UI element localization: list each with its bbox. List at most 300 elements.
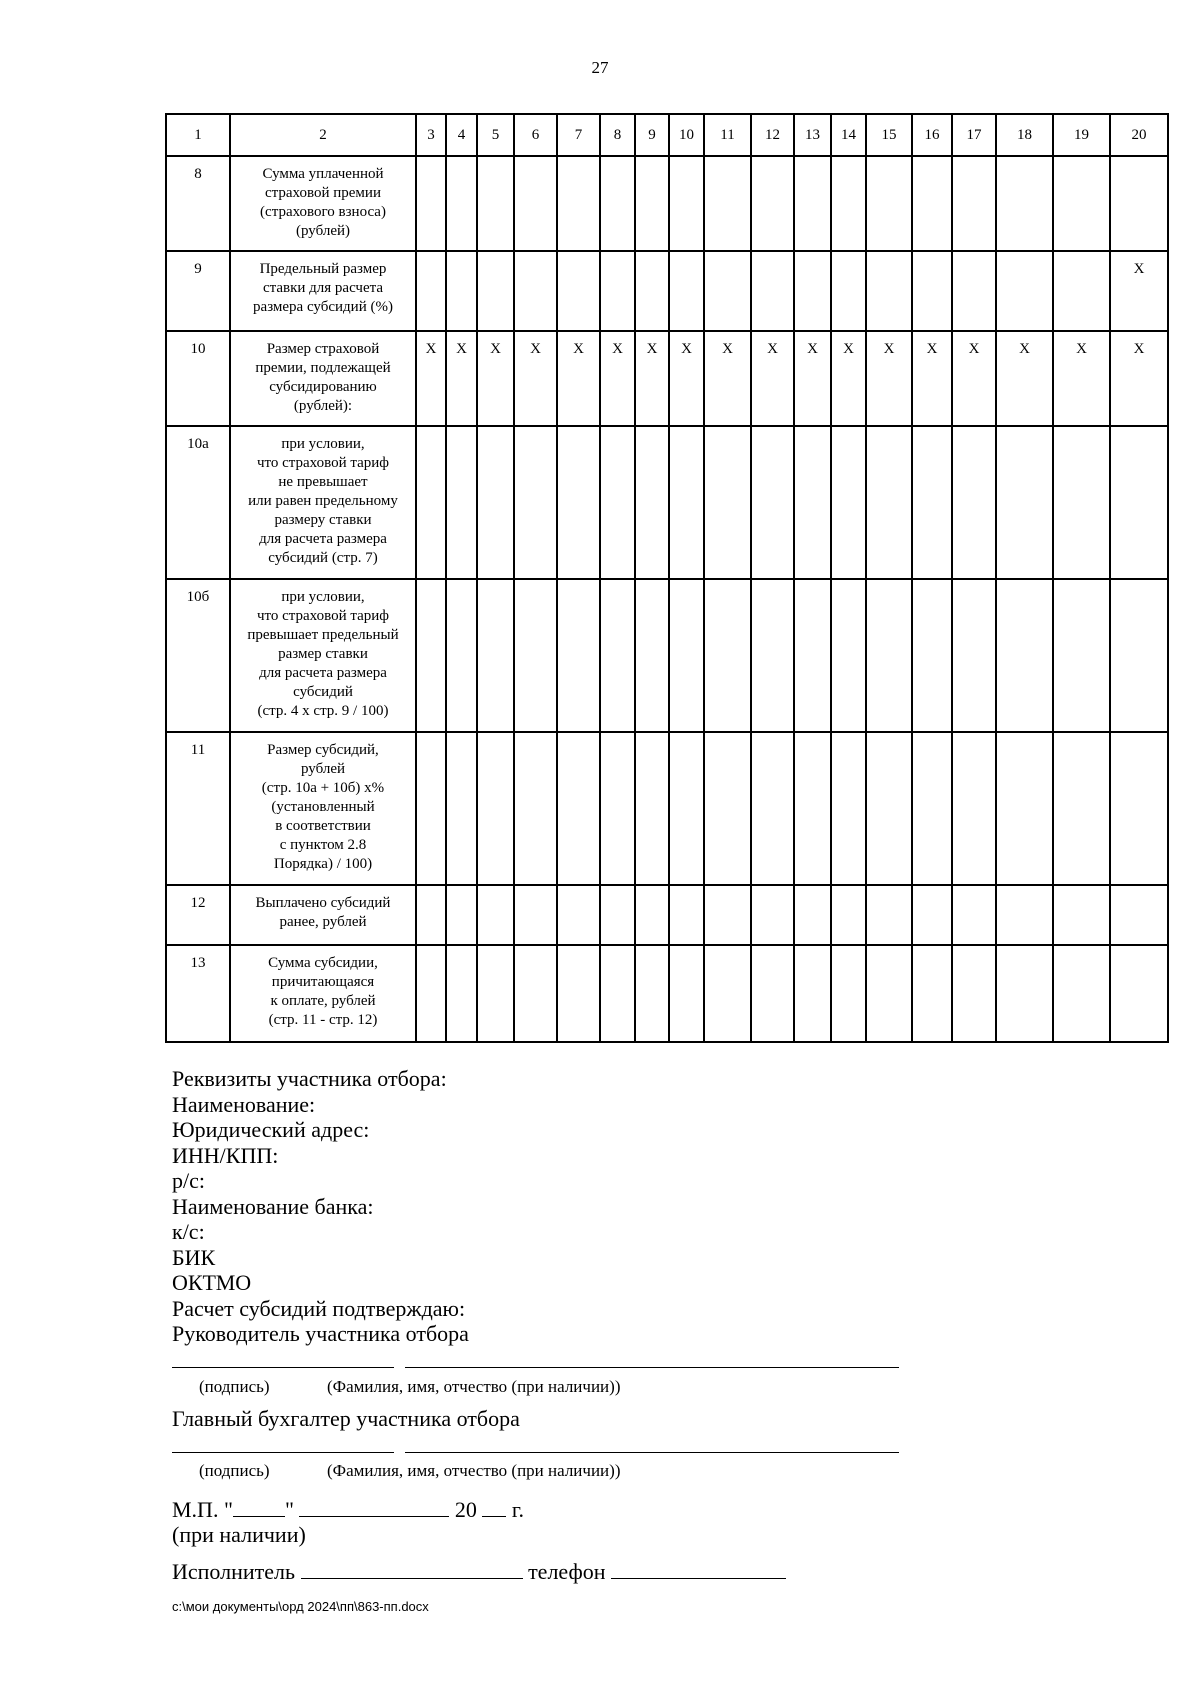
cell-value (752, 733, 793, 741)
table-cell[interactable] (514, 945, 557, 1042)
table-row (166, 156, 1168, 251)
cell-value (997, 252, 1052, 260)
table-cell[interactable] (557, 579, 600, 732)
table-cell[interactable] (416, 732, 446, 885)
table-cell[interactable] (477, 331, 514, 426)
cell-value (832, 252, 865, 260)
cell-value (953, 427, 995, 435)
table-cell[interactable] (1110, 426, 1168, 579)
table-cell[interactable] (912, 885, 952, 945)
cell-value (478, 157, 513, 165)
cell-value (1111, 733, 1167, 741)
table-cell[interactable] (751, 945, 794, 1042)
cell-value (795, 733, 830, 741)
cell-value (515, 252, 556, 260)
table-cell[interactable] (952, 579, 996, 732)
table-cell[interactable] (514, 732, 557, 885)
table-cell[interactable] (1110, 732, 1168, 885)
cell-value (670, 580, 703, 588)
header-cell: 8 (600, 114, 635, 156)
cell-value (913, 886, 951, 894)
header-cell: 16 (912, 114, 952, 156)
cell-value: X (425, 341, 437, 357)
detail-line: Реквизиты участника отбора: (172, 1066, 447, 1091)
row-number-cell (166, 885, 230, 945)
table-cell[interactable] (1110, 945, 1168, 1042)
phone-label: телефон (528, 1559, 606, 1584)
table-cell[interactable] (996, 331, 1053, 426)
detail-line: Руководитель участника отбора (172, 1321, 469, 1346)
cell-value (558, 252, 599, 260)
table-cell[interactable] (831, 156, 866, 251)
table-cell[interactable] (635, 732, 669, 885)
cell-value (447, 427, 476, 435)
table-cell[interactable] (952, 945, 996, 1042)
cell-value (705, 427, 750, 435)
header-cell: 17 (952, 114, 996, 156)
row-label: Выплачено субсидий ранее, рублей (255, 895, 391, 930)
cell-value (558, 886, 599, 894)
accountant-signature-line[interactable] (172, 1452, 394, 1453)
table-cell[interactable] (751, 251, 794, 331)
table-cell[interactable] (751, 579, 794, 732)
table-cell[interactable] (952, 251, 996, 331)
table-cell[interactable] (1110, 156, 1168, 251)
cell-value (478, 946, 513, 954)
cell-value (832, 946, 865, 954)
cell-value (1111, 580, 1167, 588)
table-cell[interactable] (477, 945, 514, 1042)
cell-value (953, 252, 995, 260)
table-cell[interactable] (751, 732, 794, 885)
table-cell[interactable] (635, 579, 669, 732)
cell-value: X (646, 341, 658, 357)
cell-value (752, 946, 793, 954)
year-field[interactable] (482, 1496, 506, 1517)
cell-value (417, 580, 445, 588)
table-cell[interactable] (912, 579, 952, 732)
cell-value (752, 157, 793, 165)
table-cell[interactable] (831, 426, 866, 579)
table-cell[interactable] (1110, 579, 1168, 732)
table-cell[interactable] (912, 331, 952, 426)
header-cell: 4 (446, 114, 477, 156)
table-cell[interactable] (831, 579, 866, 732)
cell-value (447, 157, 476, 165)
table-cell[interactable] (416, 156, 446, 251)
table-cell[interactable] (794, 885, 831, 945)
table-cell[interactable] (600, 426, 635, 579)
cell-value: X (722, 341, 733, 357)
executor-label: Исполнитель (172, 1559, 296, 1584)
cell-value (953, 886, 995, 894)
page-number: 27 (591, 58, 609, 77)
table-cell[interactable] (557, 426, 600, 579)
header-cell: 11 (704, 114, 751, 156)
table-cell[interactable] (446, 579, 477, 732)
table-cell[interactable] (996, 945, 1053, 1042)
cell-value (795, 157, 830, 165)
table-cell[interactable] (1053, 251, 1110, 331)
cell-value (558, 427, 599, 435)
table-cell[interactable] (1110, 885, 1168, 945)
cell-value (913, 427, 951, 435)
cell-value (601, 946, 634, 954)
cell-value (997, 946, 1052, 954)
table-cell[interactable] (1053, 732, 1110, 885)
cell-value (913, 580, 951, 588)
file-path: c:\мои документы\орд 2024\пп\863-пп.docx (172, 1599, 429, 1614)
table-cell[interactable] (1110, 331, 1168, 426)
cell-value (478, 252, 513, 260)
table-row (166, 331, 1168, 426)
cell-value (417, 252, 445, 260)
cell-value (636, 157, 668, 165)
row-number: 8 (194, 166, 202, 182)
cell-value (515, 886, 556, 894)
table-cell[interactable] (1053, 426, 1110, 579)
detail-line: Расчет субсидий подтверждаю: (172, 1295, 466, 1321)
table-cell[interactable] (912, 945, 952, 1042)
cell-value (447, 252, 476, 260)
cell-value (953, 580, 995, 588)
table-cell[interactable] (1053, 945, 1110, 1042)
table-cell[interactable] (831, 732, 866, 885)
row-label-cell (230, 251, 416, 331)
table-cell[interactable] (514, 426, 557, 579)
table-cell[interactable] (1053, 885, 1110, 945)
cell-value (601, 733, 634, 741)
table-cell[interactable] (952, 885, 996, 945)
cell-value (997, 580, 1052, 588)
table-cell[interactable] (996, 732, 1053, 885)
table-cell[interactable] (446, 885, 477, 945)
table-cell[interactable] (635, 251, 669, 331)
table-cell[interactable] (557, 885, 600, 945)
table-row (166, 885, 1168, 945)
table-cell[interactable] (669, 732, 704, 885)
table-cell[interactable] (477, 426, 514, 579)
cell-value (913, 252, 951, 260)
cell-value (601, 580, 634, 588)
table-header-row (166, 114, 1168, 156)
table-cell[interactable] (557, 331, 600, 426)
cell-value (417, 886, 445, 894)
table-cell[interactable] (996, 156, 1053, 251)
table-cell[interactable] (912, 251, 952, 331)
stamp-date-line (172, 1496, 524, 1523)
cell-value (867, 252, 911, 260)
table-cell[interactable] (996, 885, 1053, 945)
accountant-name-line[interactable] (405, 1452, 899, 1453)
cell-value (705, 946, 750, 954)
table-cell[interactable] (704, 579, 751, 732)
cell-value: X (681, 341, 692, 357)
cell-value (1111, 427, 1167, 435)
detail-line: ИНН/КПП: (172, 1142, 279, 1168)
table-cell[interactable] (866, 426, 912, 579)
cell-value (913, 946, 951, 954)
header-cell: 12 (751, 114, 794, 156)
table-cell[interactable] (866, 251, 912, 331)
row-number-cell (166, 732, 230, 885)
cell-value (636, 946, 668, 954)
executor-field[interactable] (301, 1558, 523, 1579)
cell-value (1111, 946, 1167, 954)
cell-value: X (573, 341, 584, 357)
table-cell[interactable] (635, 885, 669, 945)
row-number: 10б (186, 589, 210, 605)
table-cell[interactable] (704, 426, 751, 579)
cell-value (1054, 157, 1109, 165)
row-number-cell (166, 251, 230, 331)
cell-value (867, 580, 911, 588)
table-cell[interactable] (477, 732, 514, 885)
cell-value (636, 427, 668, 435)
head-name-line[interactable] (405, 1367, 899, 1368)
table-cell[interactable] (866, 885, 912, 945)
row-label: при условии, что страховой тариф не превышает или равен предельному размеру ставки для расчета размера субсидий (стр. 7) (248, 436, 398, 566)
table-cell[interactable] (635, 331, 669, 426)
table-cell[interactable] (669, 156, 704, 251)
table-cell[interactable] (557, 945, 600, 1042)
table-cell[interactable] (446, 156, 477, 251)
table-cell[interactable] (669, 251, 704, 331)
detail-line: Юридический адрес: (172, 1117, 370, 1142)
cell-value (558, 157, 599, 165)
row-label: Размер субсидий, рублей (стр. 10а + 10б) x% (установленный в соответствии с пунктом 2.8 Порядка) / 100) (261, 742, 385, 872)
table-cell[interactable] (635, 426, 669, 579)
cell-value (636, 580, 668, 588)
table-cell[interactable] (669, 945, 704, 1042)
table-cell[interactable] (751, 885, 794, 945)
stamp-note: (при наличии) (172, 1522, 306, 1547)
table-cell[interactable] (831, 945, 866, 1042)
table-cell[interactable] (866, 732, 912, 885)
header-cell: 3 (416, 114, 446, 156)
day-field[interactable] (233, 1496, 285, 1517)
table-cell[interactable] (794, 251, 831, 331)
cell-value (601, 427, 634, 435)
table-cell[interactable] (1053, 579, 1110, 732)
table-cell[interactable] (794, 579, 831, 732)
detail-line: БИК (172, 1244, 216, 1270)
table-cell[interactable] (704, 331, 751, 426)
cell-value (478, 580, 513, 588)
table-cell[interactable] (704, 945, 751, 1042)
table-cell[interactable] (446, 945, 477, 1042)
cell-value: X (843, 341, 854, 357)
table-cell[interactable] (866, 945, 912, 1042)
table-cell[interactable] (952, 732, 996, 885)
table-cell[interactable] (600, 331, 635, 426)
table-cell[interactable] (446, 331, 477, 426)
cell-value (752, 886, 793, 894)
header-cell: 15 (866, 114, 912, 156)
accountant-name-caption: (Фамилия, имя, отчество (при наличии)) (327, 1461, 621, 1480)
table-cell[interactable] (416, 426, 446, 579)
cell-value (670, 252, 703, 260)
table-cell[interactable] (514, 579, 557, 732)
table-cell[interactable] (557, 156, 600, 251)
header-cell: 6 (514, 114, 557, 156)
table-cell[interactable] (514, 156, 557, 251)
table-cell[interactable] (477, 885, 514, 945)
row-label-cell (230, 426, 416, 579)
table-cell[interactable] (514, 885, 557, 945)
cell-value: X (530, 341, 541, 357)
table-cell[interactable] (704, 251, 751, 331)
head-signature-line[interactable] (172, 1367, 394, 1368)
cell-value (447, 946, 476, 954)
row-label: Сумма уплаченной страховой премии (страхового взноса) (рублей) (260, 166, 386, 239)
table-cell[interactable] (514, 251, 557, 331)
cell-value (867, 157, 911, 165)
table-cell[interactable] (514, 331, 557, 426)
table-cell[interactable] (477, 251, 514, 331)
row-number-cell (166, 426, 230, 579)
header-cell: 7 (557, 114, 600, 156)
table-cell[interactable] (600, 945, 635, 1042)
header-cell: 20 (1110, 114, 1168, 156)
accountant-signature-caption: (подпись) (199, 1461, 270, 1480)
cell-value: X (612, 341, 623, 357)
cell-value (636, 886, 668, 894)
table-cell[interactable] (669, 579, 704, 732)
table-cell[interactable] (600, 732, 635, 885)
cell-value (601, 157, 634, 165)
cell-value (670, 427, 703, 435)
phone-field[interactable] (611, 1558, 786, 1579)
table-cell[interactable] (416, 579, 446, 732)
cell-value (867, 886, 911, 894)
row-label: Размер страховой премии, подлежащей субсидированию (рублей): (255, 341, 391, 414)
table-cell[interactable] (600, 579, 635, 732)
detail-line: р/с: (172, 1168, 205, 1193)
cell-value (670, 157, 703, 165)
table-cell[interactable] (794, 732, 831, 885)
table-cell[interactable] (952, 156, 996, 251)
table-cell[interactable] (912, 732, 952, 885)
cell-value (515, 427, 556, 435)
table-cell[interactable] (416, 885, 446, 945)
table-cell[interactable] (669, 331, 704, 426)
table-cell[interactable] (1053, 331, 1110, 426)
cell-value (705, 157, 750, 165)
cell-value (705, 886, 750, 894)
table-cell[interactable] (416, 331, 446, 426)
table-cell[interactable] (831, 885, 866, 945)
header-cell: 19 (1053, 114, 1110, 156)
table-cell[interactable] (996, 426, 1053, 579)
table-cell[interactable] (669, 885, 704, 945)
table-cell[interactable] (416, 945, 446, 1042)
cell-value (636, 252, 668, 260)
table-cell[interactable] (794, 331, 831, 426)
table-cell[interactable] (557, 732, 600, 885)
table-cell[interactable] (912, 426, 952, 579)
table-cell[interactable] (600, 156, 635, 251)
table-cell[interactable] (704, 885, 751, 945)
table-cell[interactable] (751, 156, 794, 251)
detail-line: ОКТМО (172, 1270, 252, 1295)
table-cell[interactable] (996, 579, 1053, 732)
table-cell[interactable] (794, 426, 831, 579)
table-cell[interactable] (866, 579, 912, 732)
table-cell[interactable] (446, 426, 477, 579)
table-cell[interactable] (635, 156, 669, 251)
cell-value (478, 733, 513, 741)
table-cell[interactable] (635, 945, 669, 1042)
table-row (166, 732, 1168, 885)
table-cell[interactable] (751, 426, 794, 579)
cell-value (447, 580, 476, 588)
cell-value (515, 733, 556, 741)
table-cell[interactable] (1110, 251, 1168, 331)
table-cell[interactable] (912, 156, 952, 251)
table-cell[interactable] (704, 156, 751, 251)
table-cell[interactable] (416, 251, 446, 331)
cell-value (832, 733, 865, 741)
table-cell[interactable] (557, 251, 600, 331)
cell-value (670, 733, 703, 741)
row-number: 12 (190, 895, 206, 911)
table-cell[interactable] (477, 156, 514, 251)
table-cell[interactable] (669, 426, 704, 579)
head-signature-caption: (подпись) (199, 1377, 270, 1396)
cell-value (1054, 946, 1109, 954)
table-cell[interactable] (952, 331, 996, 426)
table-cell[interactable] (794, 945, 831, 1042)
cell-value (447, 733, 476, 741)
cell-value (953, 733, 995, 741)
cell-value: X (1019, 341, 1030, 357)
cell-value (417, 733, 445, 741)
table-cell[interactable] (866, 156, 912, 251)
row-label-cell (230, 885, 416, 945)
row-number: 9 (194, 261, 202, 277)
cell-value (752, 427, 793, 435)
table-cell[interactable] (704, 732, 751, 885)
table-cell[interactable] (1053, 156, 1110, 251)
table-cell[interactable] (600, 885, 635, 945)
table-cell[interactable] (477, 579, 514, 732)
month-field[interactable] (299, 1496, 449, 1517)
stamp-quote: " (284, 1497, 294, 1522)
detail-line: Наименование: (172, 1091, 316, 1117)
table-cell[interactable] (866, 331, 912, 426)
cell-value: X (1133, 341, 1145, 357)
row-label-cell (230, 945, 416, 1042)
row-label: Предельный размер ставки для расчета размера субсидий (%) (253, 261, 393, 315)
cell-value (1054, 733, 1109, 741)
table-cell[interactable] (600, 251, 635, 331)
table-cell[interactable] (751, 331, 794, 426)
table-cell[interactable] (794, 156, 831, 251)
table-cell[interactable] (831, 331, 866, 426)
table-cell[interactable] (446, 251, 477, 331)
row-number-cell (166, 579, 230, 732)
table-cell[interactable] (996, 251, 1053, 331)
cell-value (795, 886, 830, 894)
table-cell[interactable] (446, 732, 477, 885)
cell-value: X (968, 341, 980, 357)
participant-details (172, 1066, 469, 1347)
table-cell[interactable] (952, 426, 996, 579)
header-cell: 5 (477, 114, 514, 156)
table-cell[interactable] (831, 251, 866, 331)
table-row (166, 426, 1168, 579)
